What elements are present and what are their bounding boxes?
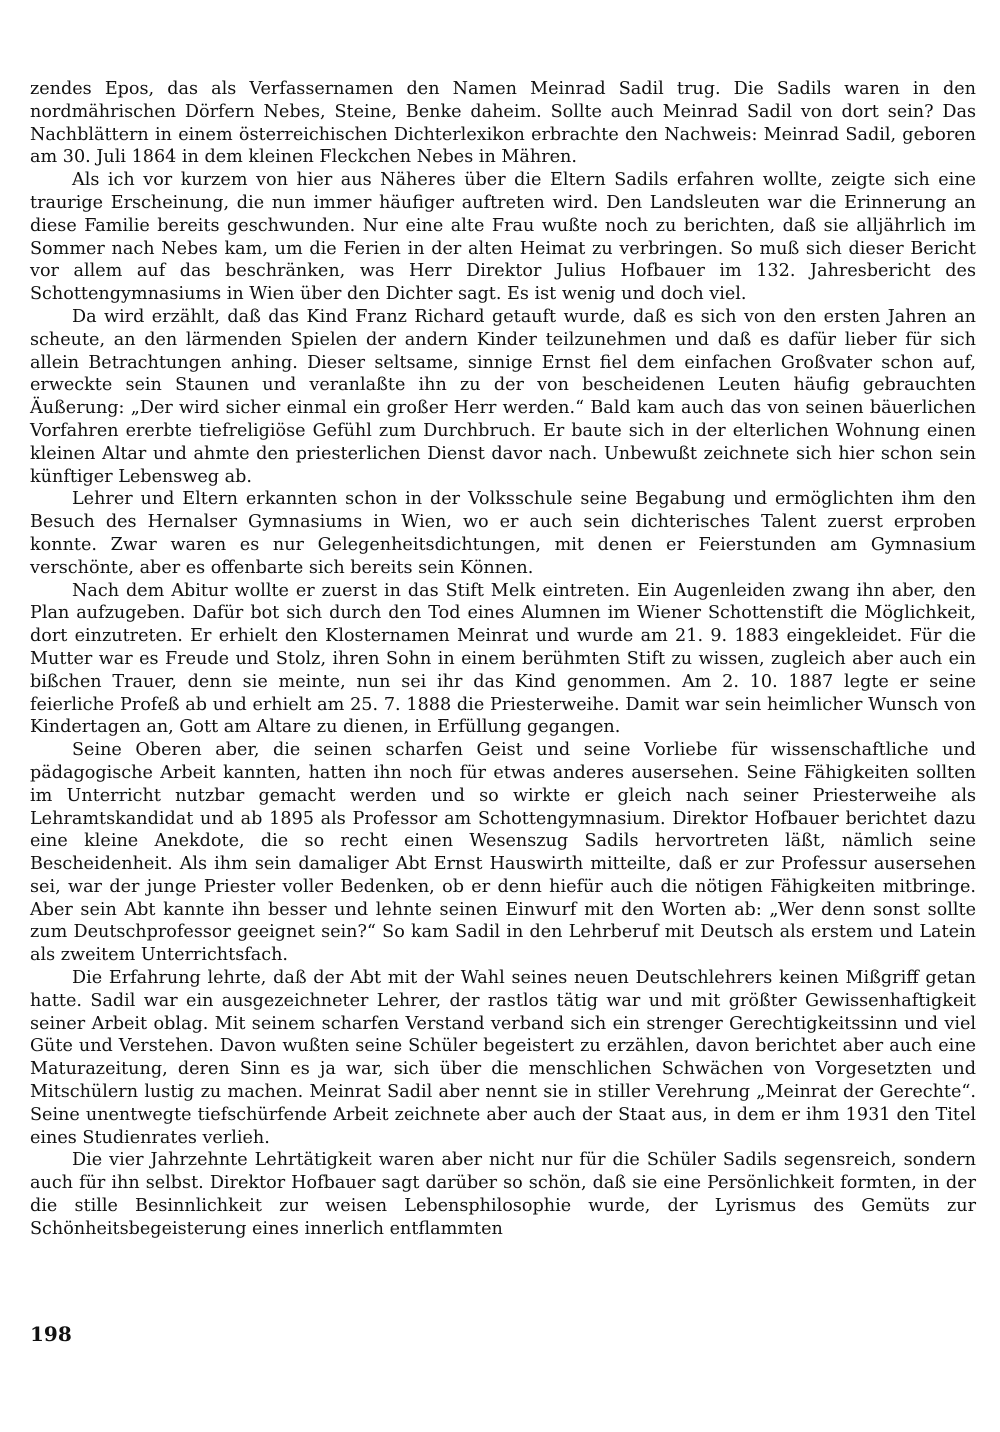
paragraph-6: Seine Oberen aber, die seinen scharfen Geist und seine Vorliebe für wissenschaftliche und pädagogische Arbeit kannten, hatten ihn noch für etwas anderes ausersehen. Seine Fähigkeiten sollten im Unterricht nutzbar gemacht werden und so wirkte er gleich nach seiner Priesterweihe als Lehramtskandidat und ab 1895 als Professor am Schottengymnasium. Direktor Hofbauer berichtet dazu eine kleine Anekdote, die so recht einen Wesenszug Sadils hervortreten läßt, nämlich seine Bescheidenheit. Als ihm sein damaliger Abt Ernst Hauswirth mitteilte, daß er zur Professur ausersehen sei, war der junge Priester voller Bedenken, ob er denn hiefür auch die nötigen Fähigkeiten mitbringe. Aber sein Abt kannte ihn besser und lehnte seinen Einwurf mit den Worten ab: „Wer denn sonst sollte zum Deutschprofessor geeignet sein?“ So kam Sadil in den Lehrberuf mit Deutsch als erstem und Latein als zweitem Unterrichtsfach. xyxy=(30,740,976,966)
page-body xyxy=(30,78,976,1241)
paragraph-7: Die Erfahrung lehrte, daß der Abt mit der Wahl seines neuen Deutschlehrers keinen Mißgriff getan hatte. Sadil war ein ausgezeichneter Lehrer, der rastlos tätig war und mit größter Gewissenhaftigkeit seiner Arbeit oblag. Mit seinem scharfen Verstand verband sich ein strenger Gerechtigkeitssinn und viel Güte und Verstehen. Davon wußten seine Schüler begeistert zu erzählen, davon berichtet aber auch eine Maturazeitung, deren Sinn es ja war, sich über die menschlichen Schwächen von Vorgesetzten und Mitschülern lustig zu machen. Meinrat Sadil aber nennt sie in stiller Verehrung „Meinrat der Gerechte“. Seine unentwegte tiefschürfende Arbeit zeichnete aber auch der Staat aus, in dem er ihm 1931 den Titel eines Studienrates verlieh. xyxy=(30,968,976,1148)
paragraph-1: zendes Epos, das als Verfassernamen den Namen Meinrad Sadil trug. Die Sadils waren in den nordmährischen Dörfern Nebes, Steine, Benke daheim. Sollte auch Meinrad Sadil von dort sein? Das Nachblättern in einem österreichischen Dichterlexikon erbrachte den Nachweis: Meinrad Sadil, geboren am 30. Juli 1864 in dem kleinen Fleckchen Nebes in Mähren. xyxy=(30,79,976,168)
paragraph-8: Die vier Jahrzehnte Lehrtätigkeit waren aber nicht nur für die Schüler Sadils segensreich, sondern auch für ihn selbst. Direktor Hofbauer sagt darüber so schön, daß sie eine Persönlichkeit formten, in der die stille Besinnlichkeit zur weisen Lebensphilosophie wurde, der Lyrismus des Gemüts zur Schönheitsbegeisterung eines innerlich entflammten xyxy=(30,1150,976,1239)
paragraph-4: Lehrer und Eltern erkannten schon in der Volksschule seine Begabung und ermöglichten ihm den Besuch des Hernalser Gymnasiums in Wien, wo er auch sein dichterisches Talent zuerst erproben konnte. Zwar waren es nur Gelegenheitsdichtungen, mit denen er Feierstunden am Gymnasium verschönte, aber es offenbarte sich bereits sein Können. xyxy=(30,489,976,578)
paragraph-3: Da wird erzählt, daß das Kind Franz Richard getauft wurde, daß es sich von den ersten Jahren an scheute, an den lärmenden Spielen der andern Kinder teilzunehmen und daß es dafür lieber für sich allein Betrachtungen anhing. Dieser seltsame, sinnige Ernst fiel dem einfachen Großvater schon auf, erweckte sein Staunen und veranlaßte ihn zu der von bescheidenen Leuten häufig gebrauchten Äußerung: „Der wird sicher einmal ein großer Herr werden.“ Bald kam auch das von seinen bäuerlichen Vorfahren ererbte tiefreligiöse Gefühl zum Durchbruch. Er baute sich in der elterlichen Wohnung einen kleinen Altar und ahmte den priesterlichen Dienst davor nach. Unbewußt zeichnete sich hier schon sein künftiger Lebensweg ab. xyxy=(30,306,976,487)
paragraph-2: Als ich vor kurzem von hier aus Näheres über die Eltern Sadils erfahren wollte, zeigte sich eine traurige Erscheinung, die nun immer häufiger auftreten wird. Den Landsleuten war die Erinnerung an diese Familie bereits geschwunden. Nur eine alte Frau wußte noch zu berichten, daß sie alljährlich im Sommer nach Nebes kam, um die Ferien in der alten Heimat zu verbringen. So muß sich dieser Bericht vor allem auf das beschränken, was Herr Direktor Julius Hofbauer im 132. Jahresbericht des Schottengymnasiums in Wien über den Dichter sagt. Es ist wenig und doch viel. xyxy=(30,170,976,305)
page-number: 198 xyxy=(30,1322,72,1346)
paragraph-5: Nach dem Abitur wollte er zuerst in das Stift Melk eintreten. Ein Augenleiden zwang ihn aber, den Plan aufzugeben. Dafür bot sich durch den Tod eines Alumnen im Wiener Schottenstift die Möglichkeit, dort einzutreten. Er erhielt den Klosternamen Meinrat und wurde am 21. 9. 1883 eingekleidet. Für die Mutter war es Freude und Stolz, ihren Sohn in einem berühmten Stift zu wissen, zugleich aber auch ein bißchen Trauer, denn sie meinte, nun sei ihr das Kind genommen. Am 2. 10. 1887 legte er seine feierliche Profeß ab und erhielt am 25. 7. 1888 die Priesterweihe. Damit war sein heimlicher Wunsch von Kindertagen an, Gott am Altare zu dienen, in Erfüllung gegangen. xyxy=(30,580,976,738)
